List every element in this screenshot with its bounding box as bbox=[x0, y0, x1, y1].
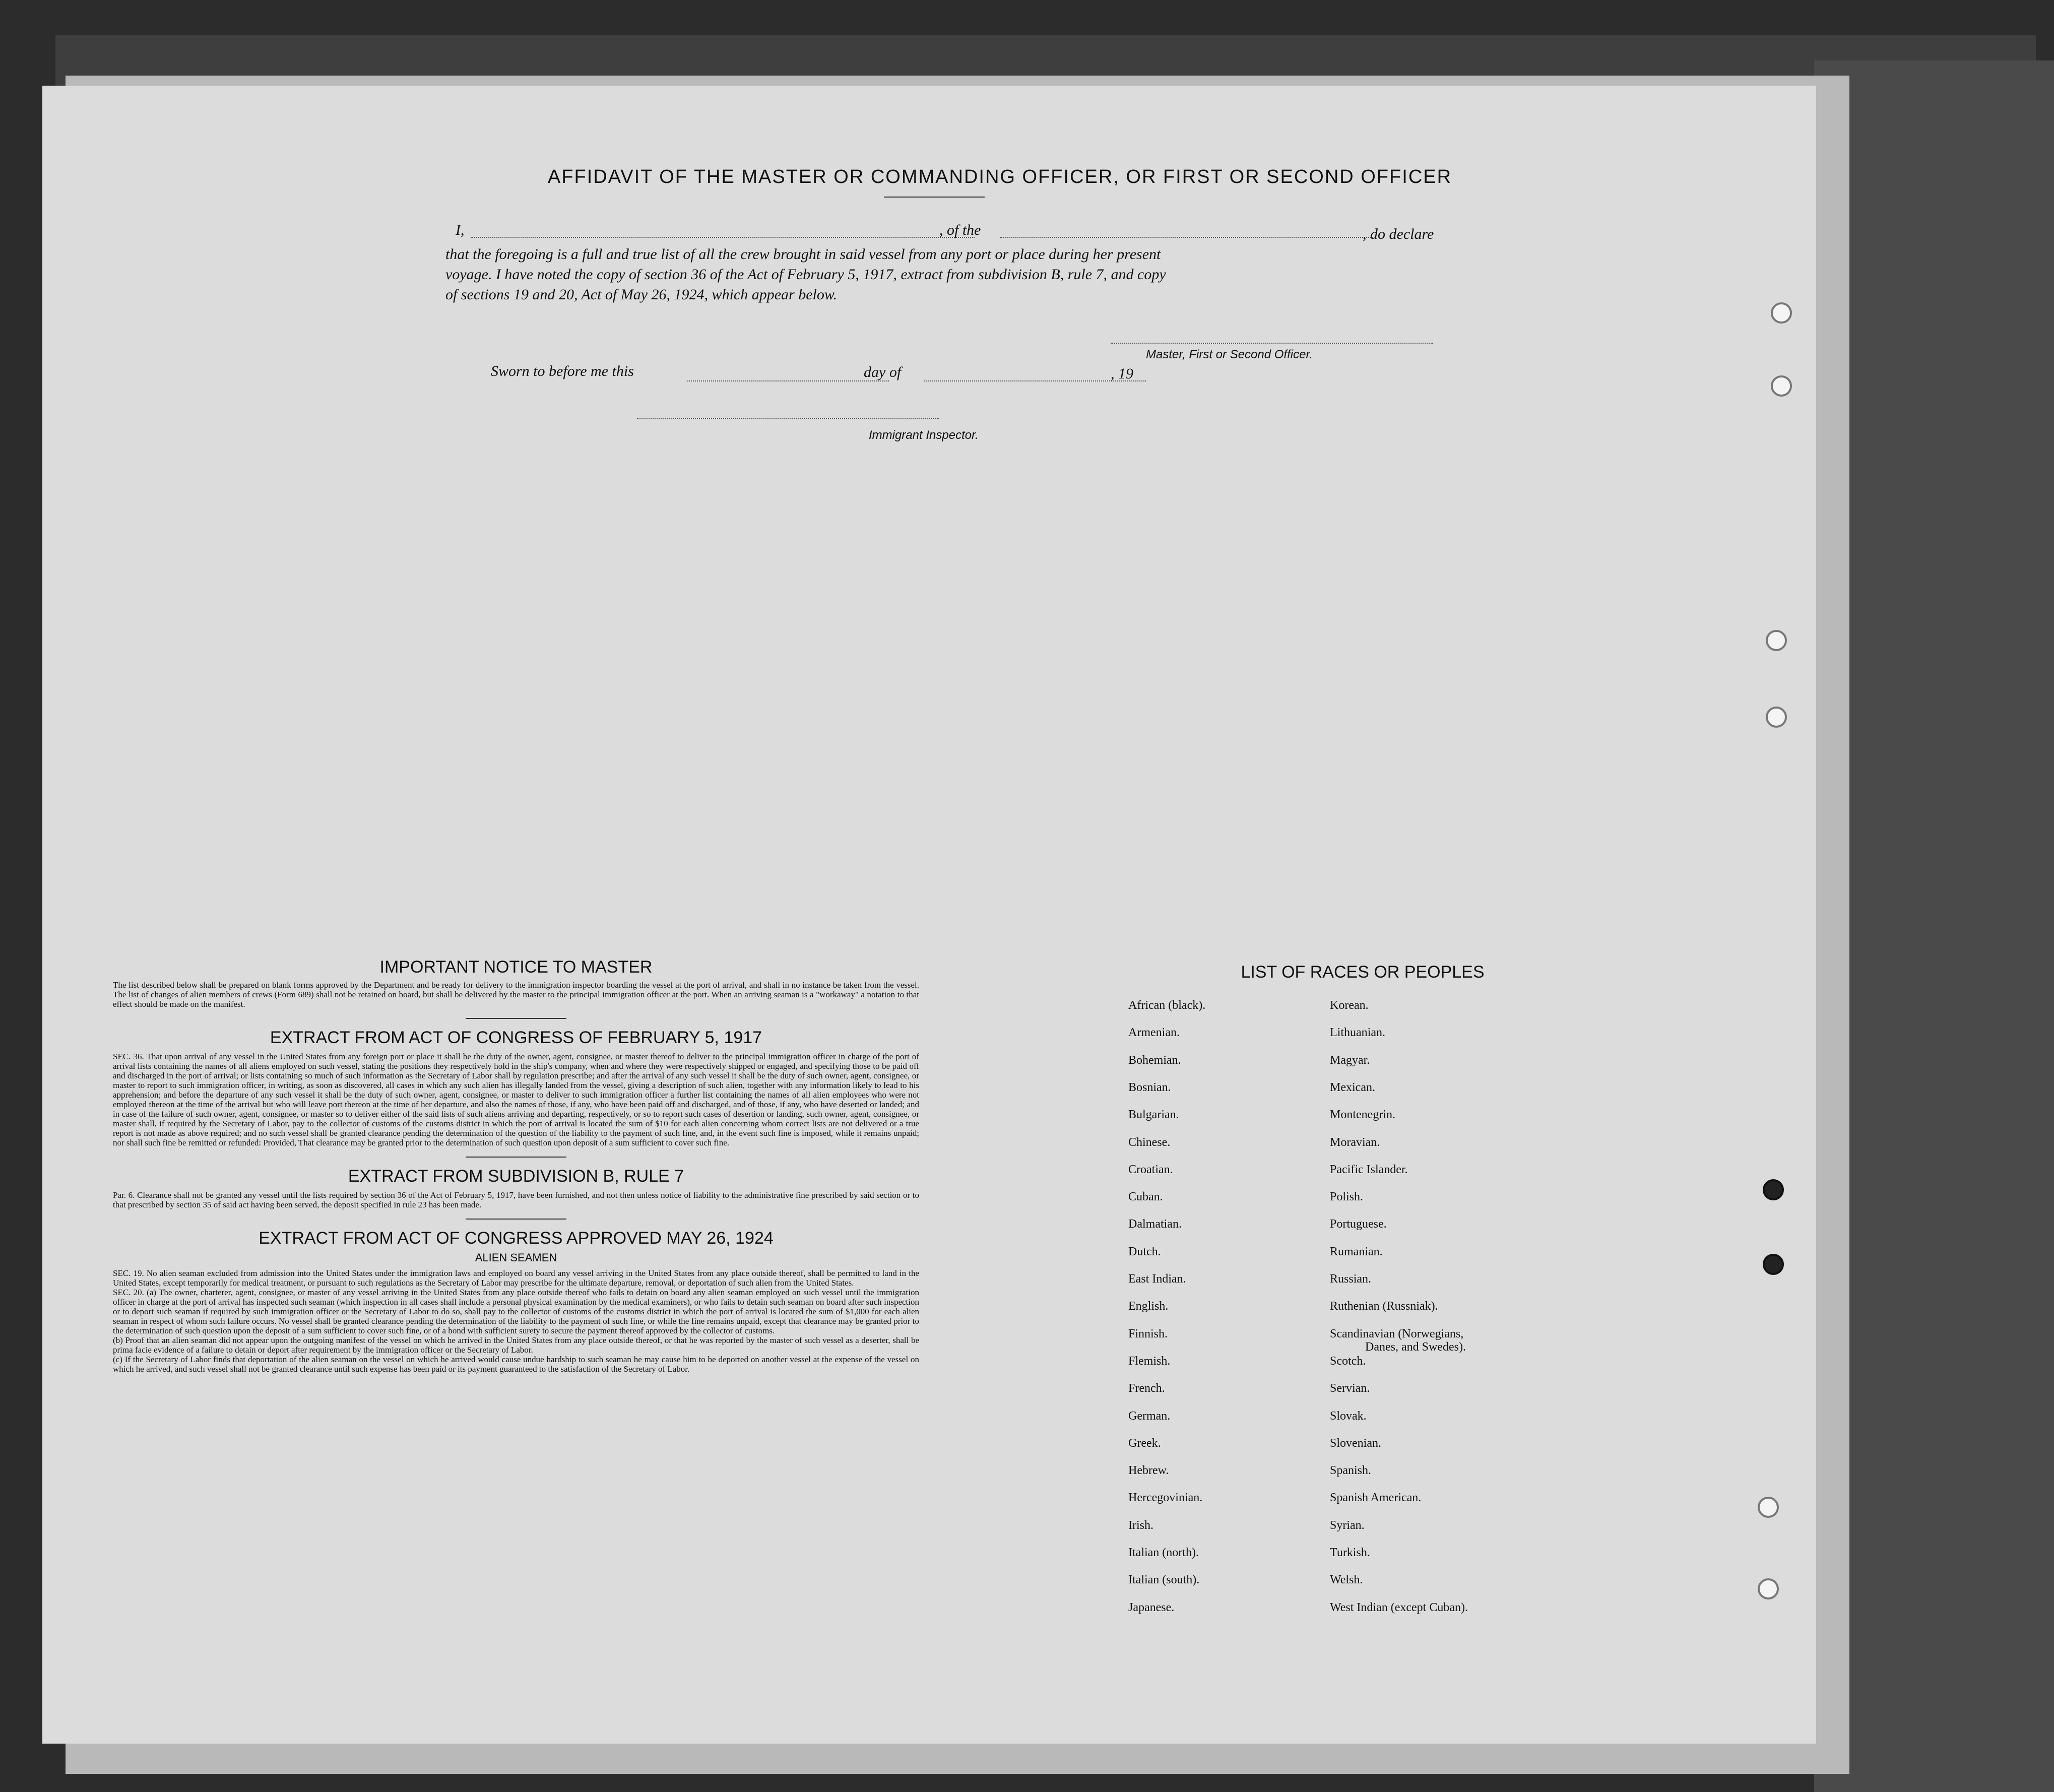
background-right bbox=[1814, 60, 2054, 1792]
race-item: West Indian (except Cuban). bbox=[1330, 1601, 1468, 1614]
race-item: French. bbox=[1128, 1382, 1165, 1395]
race-item: Rumanian. bbox=[1330, 1245, 1383, 1258]
punch-hole-icon bbox=[1763, 1179, 1784, 1200]
affidavit-line-2: that the foregoing is a full and true list of all the crew brought in said vessel from any port or place during her present bbox=[445, 246, 1161, 263]
extract-1924-sec20c: (c) If the Secretary of Labor finds that deportation of the alien seaman on the vessel on which he arrived would cause undue hardship to such seaman he may cause him to be deported on another vessel at the expense of the vessel on which he arrived, and such vessel shall not be granted clearance until such expense has been paid or its payment guaranteed to the satisfaction of the Secretary of Labor. bbox=[113, 1355, 919, 1374]
race-item: Montenegrin. bbox=[1330, 1108, 1395, 1122]
extract-1917-title: EXTRACT FROM ACT OF CONGRESS OF FEBRUARY 5, 1917 bbox=[270, 1028, 762, 1047]
punch-hole-icon bbox=[1771, 302, 1792, 324]
affidavit-title: AFFIDAVIT OF THE MASTER OR COMMANDING OFFICER, OR FIRST OR SECOND OFFICER bbox=[547, 166, 1452, 187]
race-item: Croatian. bbox=[1128, 1163, 1173, 1176]
inspector-signature-line[interactable] bbox=[637, 418, 939, 419]
extract-1924-subtitle: ALIEN SEAMEN bbox=[475, 1251, 557, 1264]
race-item: Mexican. bbox=[1330, 1080, 1375, 1094]
race-item: Portuguese. bbox=[1330, 1218, 1387, 1231]
title-divider bbox=[884, 197, 985, 198]
day-of-label: day of bbox=[864, 364, 902, 380]
inspector-label: Immigrant Inspector. bbox=[869, 428, 979, 442]
race-item: Spanish American. bbox=[1330, 1491, 1422, 1505]
punch-hole-icon bbox=[1766, 707, 1787, 728]
affidavit-do-declare: , do declare bbox=[1363, 226, 1434, 242]
name-field[interactable] bbox=[471, 237, 975, 238]
race-item: Chinese. bbox=[1128, 1135, 1171, 1149]
race-item: Turkish. bbox=[1330, 1546, 1370, 1559]
race-item: Flemish. bbox=[1128, 1354, 1171, 1368]
punch-hole-icon bbox=[1758, 1497, 1779, 1518]
race-item: Slovak. bbox=[1330, 1409, 1367, 1423]
year-label: , 19 bbox=[1111, 365, 1133, 382]
affidavit-body bbox=[445, 244, 1473, 305]
race-item: Greek. bbox=[1128, 1436, 1161, 1450]
race-item: Scandinavian (Norwegians, bbox=[1330, 1327, 1464, 1340]
race-item: Italian (south). bbox=[1128, 1573, 1200, 1587]
notice-title: IMPORTANT NOTICE TO MASTER bbox=[379, 957, 653, 977]
race-item: Magyar. bbox=[1330, 1053, 1370, 1067]
race-item: Syrian. bbox=[1330, 1518, 1365, 1532]
race-item: Pacific Islander. bbox=[1330, 1163, 1408, 1176]
punch-hole-icon bbox=[1771, 375, 1792, 397]
master-signature-line[interactable] bbox=[1111, 343, 1433, 344]
sworn-day-field[interactable] bbox=[687, 380, 889, 381]
race-item: Lithuanian. bbox=[1330, 1026, 1385, 1040]
race-item-continuation: Danes, and Swedes). bbox=[1365, 1340, 1466, 1354]
legal-column bbox=[113, 957, 919, 1374]
race-item: Scotch. bbox=[1330, 1354, 1366, 1368]
race-item: Dalmatian. bbox=[1128, 1218, 1182, 1231]
race-item: Dutch. bbox=[1128, 1245, 1161, 1258]
race-item: Russian. bbox=[1330, 1272, 1372, 1286]
race-item: Slovenian. bbox=[1330, 1436, 1381, 1450]
affidavit-line-4: of sections 19 and 20, Act of May 26, 1924, which appear below. bbox=[445, 286, 838, 303]
races-title: LIST OF RACES OR PEOPLES bbox=[1241, 963, 1485, 982]
affidavit-i-label: I, bbox=[456, 222, 465, 238]
race-item: Hebrew. bbox=[1128, 1464, 1169, 1478]
extract-1924-sec20b: (b) Proof that an alien seaman did not appear upon the outgoing manifest of the vessel on which he arrived in the United States from any place outside thereof, or that he was reported by the master of such vessel as a deserter, shall be prima facie evidence of a failure to detain or deport after requirement by the immigration officer or the Secretary of Labor. bbox=[113, 1335, 919, 1355]
divider bbox=[466, 1157, 566, 1158]
notice-text: The list described below shall be prepared on blank forms approved by the Department and be ready for delivery to the immigration inspector boarding the vessel at the port of arrival, and shall in no instance be taken from the vessel. The list of changes of alien members of crews (Form 689) shall not be retained on board, but shall be delivered by the master to the principal immigration officer at the port. When an arriving seaman is a "workaway" a notation to that effect should be made on the manifest. bbox=[113, 980, 919, 1009]
rule7-text: Par. 6. Clearance shall not be granted any vessel until the lists required by section 36 of the Act of February 5, 1917, have been furnished, and not then unless notice of liability to the administrative fine prescribed by said section or to that prescribed by section 35 of said act having been served, the deposit specified in rule 23 has been made. bbox=[113, 1190, 919, 1209]
race-item: Ruthenian (Russniak). bbox=[1330, 1300, 1438, 1313]
race-item: Polish. bbox=[1330, 1190, 1364, 1204]
divider bbox=[466, 1018, 566, 1019]
master-label: Master, First or Second Officer. bbox=[1146, 348, 1313, 361]
punch-hole-icon bbox=[1763, 1254, 1784, 1275]
vessel-field[interactable] bbox=[1000, 237, 1373, 238]
extract-1917-text: SEC. 36. That upon arrival of any vessel in the United States from any foreign port or place it shall be the duty of the owner, agent, consignee, or master thereof to deliver to the principal immigration officer in charge of the port of arrival lists containing the names of all aliens employed on such vessel, stating the positions they respectively hold in the ship's company, when and where they were respectively shipped or engaged, and specifying those to be paid off and discharged in the port of arrival; or lists containing so much of such information as the Secretary of Labor shall by regulation prescribe; and after the arrival of any such vessel it shall be the duty of such owner, agent, consignee, or master to report to such immigration officer, in writing, as soon as discovered, all cases in which any such alien has illegally landed from the vessel, giving a description of such alien, together with any information likely to lead to his apprehension; and before the departure of any such vessel it shall be the duty of such owner, agent, consignee, or master to deliver to such immigration officer a further list containing the names of all alien employees who were not employed thereon at the time of the arrival but who will leave port thereon at the time of her departure, and also the names of those, if any, who have been paid off and discharged, and of those, if any, who have deserted or landed; and in case of the failure of such owner, agent, consignee, or master so to deliver either of the said lists of such aliens arriving and departing, respectively, or so to report such cases of desertion or landing, such owner, agent, consignee, or master shall, if required by the Secretary of Labor, pay to the collector of customs of the customs district in which the port of arrival is located the sum of $10 for each alien concerning whom correct lists are not delivered or a true report is not made as above required; and no such vessel shall be granted clearance pending the determination of the question of the liability to the payment of such fine, and, in the event such fine is imposed, while it remains unpaid; nor shall such fine be remitted or refunded: Provided, That clearance may be granted prior to the determination of such question upon deposit of a sum sufficient to cover such fine. bbox=[113, 1052, 919, 1147]
extract-1924-sec20a: SEC. 20. (a) The owner, charterer, agent, consignee, or master of any vessel arriving in the United States from any place outside thereof who fails to detain on board any alien seaman employed on such vessel until the immigration officer in charge at the port of arrival has inspected such seaman (which inspection in all cases shall include a personal physical examination by the medical examiners), or who fails to detain such seaman on board after such inspection or to deport such seaman if required by such immigration officer or the Secretary of Labor to do so, shall pay to the collector of customs of the customs district in which the port of arrival is located the sum of $1,000 for each alien seaman in respect of whom such failure occurs. No vessel shall be granted clearance pending the determination of the liability to the payment of such fine, or while the fine remains unpaid, except that clearance may be granted prior to the determination of such question upon the deposit of a sum sufficient to cover such fine, or of a bond with sufficient surety to secure the payment thereof approved by the collector of customs. bbox=[113, 1288, 919, 1335]
race-item: Spanish. bbox=[1330, 1464, 1372, 1478]
sworn-label: Sworn to before me this bbox=[491, 363, 634, 379]
race-item: Hercegovinian. bbox=[1128, 1491, 1203, 1505]
race-item: African (black). bbox=[1128, 999, 1206, 1012]
document-page bbox=[42, 86, 1816, 1744]
race-item: Cuban. bbox=[1128, 1190, 1163, 1204]
race-item: English. bbox=[1128, 1300, 1169, 1313]
race-item: German. bbox=[1128, 1409, 1171, 1423]
affidavit-of-the: , of the bbox=[939, 222, 981, 238]
race-item: Bohemian. bbox=[1128, 1053, 1181, 1067]
extract-1924-title: EXTRACT FROM ACT OF CONGRESS APPROVED MAY 26, 1924 bbox=[259, 1229, 774, 1248]
race-item: Servian. bbox=[1330, 1382, 1370, 1395]
race-item: Bulgarian. bbox=[1128, 1108, 1179, 1122]
race-item: Moravian. bbox=[1330, 1135, 1380, 1149]
rule7-title: EXTRACT FROM SUBDIVISION B, RULE 7 bbox=[348, 1167, 684, 1186]
punch-hole-icon bbox=[1766, 630, 1787, 651]
extract-1924-sec19: SEC. 19. No alien seaman excluded from admission into the United States under the immigration laws and employed on board any vessel arriving in the United States from any place outside thereof, shall be permitted to land in the United States, except temporarily for medical treatment, or pursuant to such regulations as the Secretary of Labor may prescribe for the ultimate departure, removal, or deportation of such alien from the United States. bbox=[113, 1268, 919, 1288]
race-item: Finnish. bbox=[1128, 1327, 1168, 1340]
race-item: Bosnian. bbox=[1128, 1080, 1171, 1094]
race-item: East Indian. bbox=[1128, 1272, 1186, 1286]
divider bbox=[466, 1219, 566, 1220]
race-item: Irish. bbox=[1128, 1518, 1153, 1532]
race-item: Japanese. bbox=[1128, 1601, 1175, 1614]
race-item: Korean. bbox=[1330, 999, 1369, 1012]
affidavit-line-3: voyage. I have noted the copy of section 36 of the Act of February 5, 1917, extract from subdivision B, rule 7, and copy bbox=[445, 266, 1166, 283]
race-item: Armenian. bbox=[1128, 1026, 1180, 1040]
punch-hole-icon bbox=[1758, 1578, 1779, 1599]
race-item: Welsh. bbox=[1330, 1573, 1363, 1587]
race-item: Italian (north). bbox=[1128, 1546, 1199, 1559]
